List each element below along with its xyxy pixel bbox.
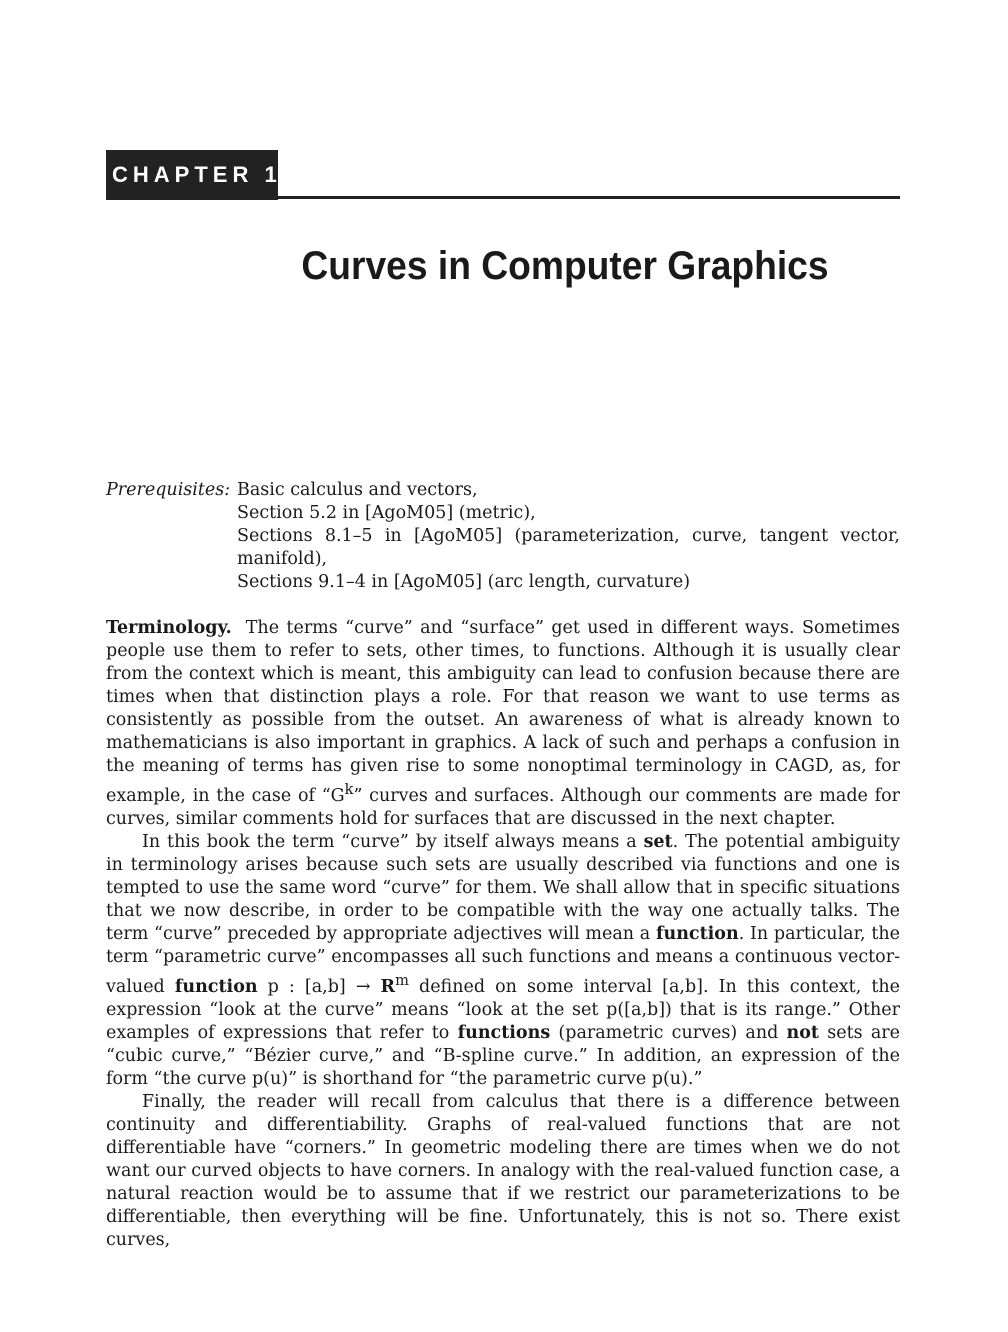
prerequisites-label: Prerequisites: xyxy=(106,480,231,500)
paragraph-text: In this book the term “curve” by itself always means a xyxy=(142,831,644,852)
terminology-heading: Terminology. xyxy=(106,618,232,638)
chapter-rule xyxy=(106,196,900,199)
curve-definition-paragraph xyxy=(106,831,900,1091)
paragraph-text: p : [a,b] → xyxy=(257,976,381,997)
paragraph-text: sets are “cubic curve,” “Bézier curve,” and “B-spline curve.” In addition, an expression of the form “the curve p(u)” is shorthand for “the parametric curve p(u).” xyxy=(106,1022,900,1089)
bold-term: set xyxy=(643,831,673,852)
paragraph-text: . The potential ambiguity in terminology arises because such sets are usually described via functions and one is tempted to use the same word “curve” for them. We shall allow that in specific situations that we now describe, in order to be compatible with the way one actually talks. The term “curve” preceded by appropriate adjectives will mean a xyxy=(106,831,900,944)
prerequisites-list xyxy=(237,479,900,594)
body-text xyxy=(106,617,900,1252)
superscript-k: k xyxy=(344,781,354,798)
paragraph-text: ” curves and surfaces. Although our comments are made for curves, similar comments hold for surfaces that are discussed in the next chapter. xyxy=(106,785,900,829)
paragraph-text: The terms “curve” and “surface” get used in different ways. Sometimes people use them to refer to sets, other times, to functions. Although it is usually clear from the context which is meant, this ambiguity can lead to confusion because there are times when that distinction plays a role. For that reason we want to use terms as consistently as possible from the outset. An awareness of what is already known to mathematicians is also important in graphics. A lack of such and perhaps a confusion in the meaning of terms has given rise to some nonoptimal terminology in CAGD, as, for example, in the case of “G xyxy=(106,618,900,806)
paragraph-text: . In particular, the term “parametric curve” encompasses all such functions and means a continuous vector-valued xyxy=(106,923,900,997)
chapter-label: CHAPTER 11 xyxy=(106,150,278,200)
prerequisite-item: Section 5.2 in [AgoM05] (metric), xyxy=(237,503,536,523)
bold-term: functions xyxy=(457,1022,551,1043)
continuity-paragraph: Finally, the reader will recall from calculus that there is a difference between continuity and differentiability. Graphs of real-valued functions that are not differentiable have “corners.” In geometric modeling there are times when we do not want our curved objects to have corners. In analogy with the real-valued function case, a natural reaction would be to assume that if we restrict our parameterizations to be differentiable, then everything will be fine. Unfortunately, this is not so. There exist curves, xyxy=(106,1091,900,1250)
prerequisite-item: Sections 9.1–4 in [AgoM05] (arc length, curvature) xyxy=(237,572,691,592)
bold-math-R: R xyxy=(380,976,396,997)
chapter-title: Curves in Computer Graphics xyxy=(301,244,829,288)
paragraph-text: (parametric curves) and xyxy=(550,1022,787,1043)
terminology-paragraph xyxy=(106,617,900,831)
paragraph-text: defined on some interval [a,b]. In this context, the expression “look at the curve” means “look at the set p([a,b]) that is its range.” Other examples of expressions that refer to xyxy=(106,976,900,1043)
bold-term: function xyxy=(174,976,258,997)
bold-term: function xyxy=(655,923,739,944)
prerequisite-item: Basic calculus and vectors, xyxy=(237,480,478,500)
superscript-m: m xyxy=(395,971,409,989)
bold-term: not xyxy=(786,1022,820,1043)
prerequisite-item: Sections 8.1–5 in [AgoM05] (parameterization, curve, tangent vector, manifold), xyxy=(237,526,900,569)
chapter-header xyxy=(106,150,900,200)
